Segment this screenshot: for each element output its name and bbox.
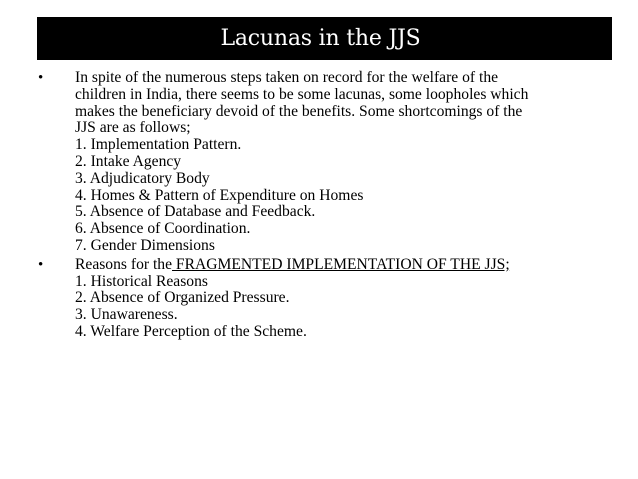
list-item: 1. Historical Reasons: [75, 272, 208, 290]
list-item: 5. Absence of Database and Feedback.: [75, 203, 316, 221]
bullet-dot-icon: •: [38, 70, 44, 86]
list-item: 4. Homes & Pattern of Expenditure on Homes: [75, 186, 364, 204]
bullet-reasons: [38, 257, 598, 341]
list-item: 4. Welfare Perception of the Scheme.: [75, 322, 307, 340]
title-bar: [37, 17, 612, 60]
list-item: 3. Adjudicatory Body: [75, 169, 210, 187]
bullet-text-line: In spite of the numerous steps taken on record for the welfare of the: [75, 69, 499, 86]
bullet-lead-text: Reasons for the: [75, 255, 173, 273]
slide-title: Lacunas in the JJS: [220, 26, 421, 51]
bullet-dot-icon: •: [38, 256, 44, 273]
list-item: 2. Absence of Organized Pressure.: [75, 289, 290, 307]
bullet-lacunas: [38, 70, 598, 255]
bullet-text-line: makes the beneficiary devoid of the benefits. Some shortcomings of the: [75, 102, 523, 120]
bullet-heading-line: [75, 257, 598, 274]
list-item: 2. Intake Agency: [75, 152, 182, 170]
list-item: 1. Implementation Pattern.: [75, 136, 242, 154]
bullet-text-line: JJS are as follows;: [75, 119, 191, 137]
slide-content: [38, 70, 598, 343]
bullet-underlined-text: FRAGMENTED IMPLEMENTATION OF THE JJS;: [172, 255, 510, 273]
list-item: 7. Gender Dimensions: [75, 236, 215, 254]
list-item: 6. Absence of Coordination.: [75, 220, 251, 238]
list-item: 3. Unawareness.: [75, 306, 178, 324]
bullet-text-line: children in India, there seems to be some lacunas, some loopholes which: [75, 85, 529, 103]
